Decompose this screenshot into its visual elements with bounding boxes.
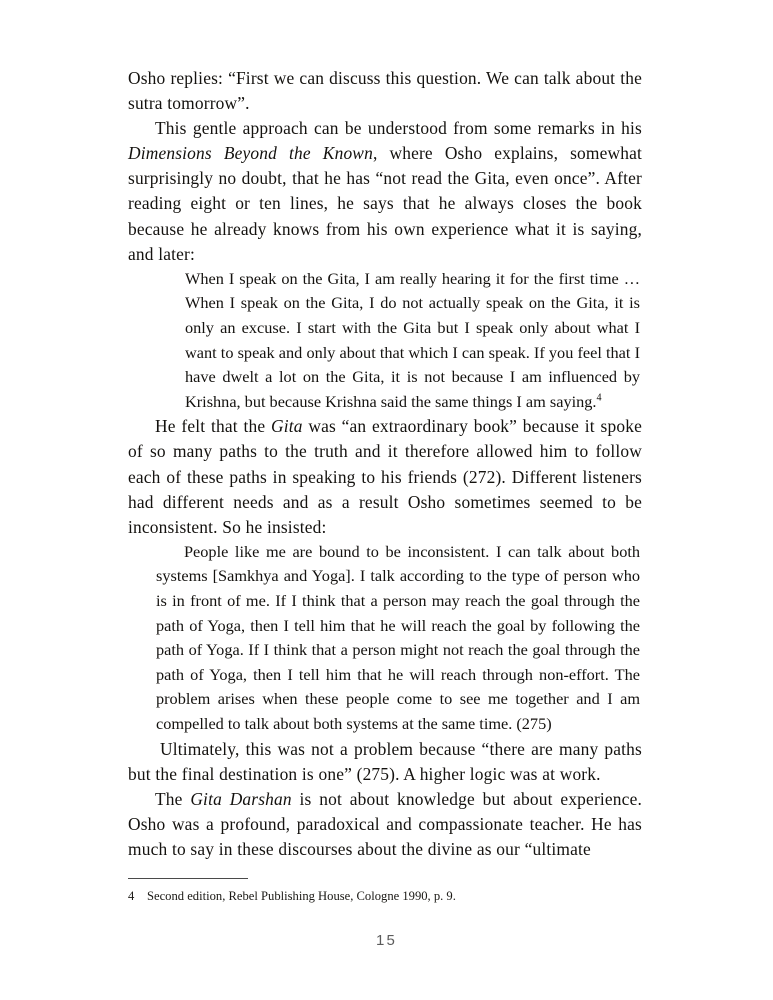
- book-title-gita: Gita: [270, 416, 303, 437]
- footnote-number: 4: [128, 889, 135, 903]
- blockquote-when-i-speak-body: When I speak on the Gita, I am really hearing it for the first time … When I speak on the Gita, I do not actually speak on the Gita, it is only an excuse. I start with the Gita but I speak only about what I want to speak and only about that which I can speak. If you feel that I have dwelt a lot on the Gita, it is not because I am influenced by Krishna, but because Krishna said the same things I am saying.: [185, 268, 640, 411]
- blockquote-people-like-me: [128, 540, 642, 737]
- paragraph-osho-replies: Osho replies: “First we can discuss this question. We can talk about the sutra tomorrow”.: [128, 68, 642, 114]
- blockquote-when-i-speak-text: [185, 267, 640, 415]
- footnote-area: [128, 878, 642, 904]
- paragraph-gita-darshan: [128, 787, 642, 862]
- paragraph-gita-darshan-run1: The: [155, 788, 191, 809]
- footnote-reference-4[interactable]: 4: [596, 392, 602, 404]
- text-column: [128, 66, 642, 862]
- footnote-separator-rule: [128, 878, 248, 879]
- footnote-text: Second edition, Rebel Publishing House, Cologne 1990, p. 9.: [147, 889, 456, 903]
- paragraph-gentle-approach-run1: This gentle approach can be understood from some remarks in his: [155, 118, 642, 139]
- blockquote-when-i-speak-on-the-gita: [128, 267, 642, 415]
- footnote-item: [128, 888, 642, 904]
- book-title-dimensions-beyond-the-known: Dimensions Beyond the Known: [128, 143, 373, 164]
- paragraph-gentle-approach-run2: , where Osho explains, somewhat surprisingly no doubt, that he has “not read the Gita, even once”. After reading eight or ten lines, he says that he always closes the book because he already knows from his own experience what it is saying, and later:: [128, 143, 642, 264]
- paragraph-he-felt-run1: He felt that the: [155, 416, 271, 437]
- page-number: 15: [375, 932, 398, 949]
- paragraph-he-felt-that-the-gita: [128, 414, 642, 539]
- book-title-gita-darshan: Gita Darshan: [190, 788, 292, 809]
- paragraph-ultimately: Ultimately, this was not a problem because “there are many paths but the final destination is one” (275). A higher logic was at work.: [128, 738, 642, 784]
- paragraph-gentle-approach: [128, 116, 642, 267]
- paragraph-he-felt-run2: was “an extraordinary book” because it spoke of so many paths to the truth and it therefore allowed him to follow each of these paths in speaking to his friends (272). Different listeners had different needs and as a result Osho sometimes seemed to be inconsistent. So he insisted:: [128, 416, 642, 537]
- blockquote-people-like-me-text: People like me are bound to be inconsistent. I can talk about both systems [Samkhya and Yoga]. I talk according to the type of person who is in front of me. If I think that a person may reach the goal through the path of Yoga, then I tell him that he will reach the goal by following the path of Yoga. If I think that a person might not reach the goal through the path of Yoga, then I tell him that he will reach through non-effort. The problem arises when these people come to see me together and I am compelled to talk about both systems at the same time. (275): [156, 541, 640, 733]
- paragraph-gita-darshan-run2: is not about knowledge but about experience. Osho was a profound, paradoxical and compassionate teacher. He has much to say in these discourses about the divine as our “ultimate: [128, 788, 642, 859]
